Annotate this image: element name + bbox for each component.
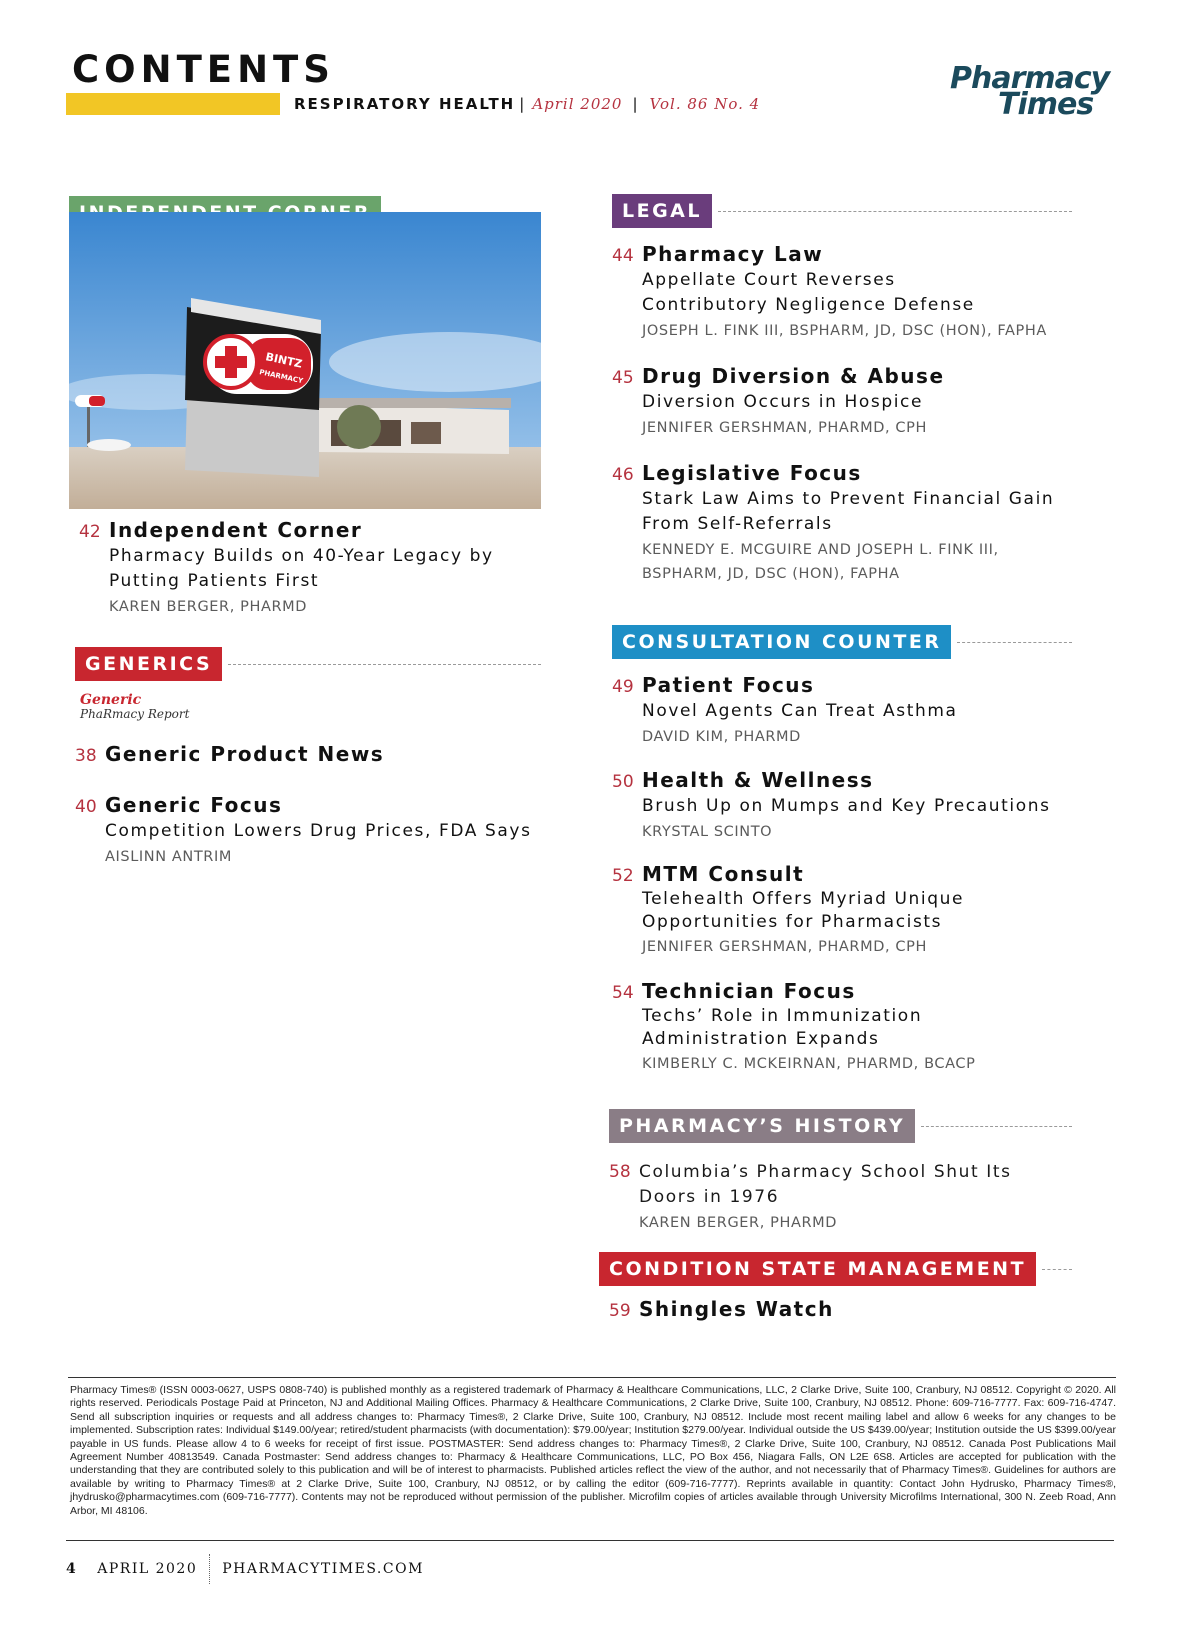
entry-author: JENNIFER GERSHMAN, PHARMD, CPH bbox=[642, 420, 927, 436]
toc-entry[interactable] bbox=[609, 1160, 1079, 1235]
pharmacy-sign-photo bbox=[69, 212, 541, 509]
entry-author: KRYSTAL SCINTO bbox=[642, 824, 773, 840]
entry-title: Independent Corner bbox=[109, 518, 363, 542]
page-number: 40 bbox=[75, 797, 97, 817]
page-number: 58 bbox=[609, 1162, 631, 1182]
section-label: CONDITION STATE MANAGEMENT bbox=[599, 1252, 1036, 1286]
dashed-rule bbox=[921, 1126, 1072, 1127]
toc-entry[interactable] bbox=[612, 979, 1082, 1076]
entry-author: DAVID KIM, PHARMD bbox=[642, 729, 801, 745]
toc-entry[interactable] bbox=[609, 1297, 1079, 1321]
issue-volume: Vol. 86 No. 4 bbox=[649, 95, 761, 113]
dashed-rule bbox=[228, 664, 541, 665]
issue-line bbox=[294, 95, 760, 113]
entry-title: Drug Diversion & Abuse bbox=[642, 364, 945, 388]
photo-sign-text: BINTZ bbox=[264, 350, 304, 371]
entry-title: Generic Focus bbox=[105, 793, 283, 817]
page-number: 52 bbox=[612, 866, 634, 886]
logo-word-times: Times bbox=[998, 87, 1094, 122]
entry-author: JENNIFER GERSHMAN, PHARMD, CPH bbox=[642, 939, 927, 955]
entry-author: KAREN BERGER, PHARMD bbox=[109, 599, 308, 615]
page-number: 49 bbox=[612, 677, 634, 697]
section-header-pharmacys-history bbox=[609, 1109, 1072, 1143]
toc-entry[interactable] bbox=[75, 742, 545, 766]
issue-separator: | bbox=[632, 95, 640, 113]
entry-author: JOSEPH L. FINK III, BSPHARM, JD, DSC (HON), FAPHA bbox=[642, 323, 1047, 339]
toc-entry[interactable] bbox=[612, 673, 1082, 749]
entry-subtitle: Brush Up on Mumps and Key Precautions bbox=[642, 796, 1051, 816]
page-number: 54 bbox=[612, 983, 634, 1003]
entry-subtitle: Telehealth Offers Myriad Unique Opportunities for Pharmacists bbox=[642, 889, 965, 932]
entry-subtitle: Columbia’s Pharmacy School Shut Its Doors in 1976 bbox=[639, 1162, 1012, 1207]
entry-title: Patient Focus bbox=[642, 673, 815, 697]
page-title: CONTENTS bbox=[72, 48, 335, 91]
toc-entry[interactable] bbox=[612, 364, 1082, 440]
entry-subtitle: Competition Lowers Drug Prices, FDA Says bbox=[105, 821, 532, 841]
dashed-rule bbox=[1042, 1269, 1072, 1270]
issue-topic: RESPIRATORY HEALTH bbox=[294, 95, 516, 113]
entry-title: Generic Product News bbox=[105, 742, 385, 766]
folio-page-number: 4 bbox=[66, 1561, 78, 1577]
toc-entry[interactable] bbox=[612, 242, 1082, 343]
folio-website[interactable]: PHARMACYTIMES.COM bbox=[222, 1561, 424, 1577]
entry-author: KIMBERLY C. MCKEIRNAN, PHARMD, BCACP bbox=[642, 1056, 976, 1072]
entry-title: Health & Wellness bbox=[642, 768, 874, 792]
page-number: 50 bbox=[612, 772, 634, 792]
issue-separator: | bbox=[519, 95, 527, 113]
toc-entry[interactable] bbox=[79, 518, 549, 619]
photo-sign-text: PHARMACY bbox=[258, 368, 304, 386]
page-number: 38 bbox=[75, 746, 97, 766]
entry-subtitle: Appellate Court Reverses Contributory Negligence Defense bbox=[642, 270, 975, 315]
section-label: GENERICS bbox=[75, 647, 222, 681]
folio-rule bbox=[66, 1540, 1114, 1541]
section-label: CONSULTATION COUNTER bbox=[612, 625, 951, 659]
page-number: 44 bbox=[612, 246, 634, 266]
entry-author: KENNEDY E. MCGUIRE AND JOSEPH L. FINK III, BSPHARM, JD, DSC (HON), FAPHA bbox=[642, 542, 999, 582]
entry-subtitle: Techs’ Role in Immunization Administration Expands bbox=[642, 1006, 923, 1049]
entry-title: Legislative Focus bbox=[642, 461, 862, 485]
folio-date: APRIL 2020 bbox=[97, 1561, 198, 1577]
entry-title: MTM Consult bbox=[642, 862, 805, 886]
generic-pharmacy-report-logo bbox=[80, 692, 220, 732]
folio-divider bbox=[209, 1554, 210, 1584]
page-number: 45 bbox=[612, 368, 634, 388]
publication-legal-notice: Pharmacy Times® (ISSN 0003-0627, USPS 0808-740) is published monthly as a registered trademark of Pharmacy & Healthcare Communications, LLC, 2 Clarke Drive, Suite 100, Cranbury, NJ 08512. Copyright © 2020. All rights reserved. Periodicals Postage Paid at Princeton, NJ and Additional Mailing Offices. Pharmacy & Healthcare Communications, 2 Clarke Drive, Suite 100, Cranbury, NJ 08512. Phone: 609-716-7777. Fax: 609-716-4747. Send all subscription inquiries or requests and all address changes to: Pharmacy Times®, 2 Clarke Drive, Suite 100, Cranbury, NJ 08512. Include most recent mailing label and allow 6 weeks for any changes to be implemented. Subscription rates: Individual $149.00/year; retired/student pharmacists (with documentation): $79.00/year; Institution $279.00/year. Individual outside the US $439.00/year; Institution outside the US $399.00/year payable in US funds. Please allow 4 to 6 weeks for receipt of first issue. POSTMASTER: Send address changes to: Pharmacy Times®, 2 Clarke Drive, Suite 100, Cranbury, NJ 08512. Canada Post Publications Mail Agreement Number 40813549. Canada Postmaster: Send address changes to: Pharmacy & Healthcare Communications, LLC, PO Box 456, Niagara Falls, ON L2E 6S8. Articles are accepted for publication with the understanding that they are contributed solely to this publication and will be of interest to pharmacists. Published articles reflect the view of the author, and not necessarily that of Pharmacy Times®. Guidelines for authors are available by writing to Pharmacy Times® at 2 Clarke Drive, Suite 100, Cranbury, NJ 08512, or by calling the editor (609-716-7777). Reprints available in quantity: Contact John Hydrusko, Pharmacy Times®, jhydrusko@pharmacytimes.com (609-716-7777). Contents may not be reproduced without permission of the publisher. Microfilm copies of articles available through University Microfilms International, 300 N. Zeeb Road, Ann Arbor, MI 48106. bbox=[70, 1384, 1116, 1517]
dashed-rule bbox=[957, 642, 1072, 643]
footer-rule bbox=[68, 1377, 1116, 1378]
dashed-rule bbox=[718, 211, 1072, 212]
entry-author: AISLINN ANTRIM bbox=[105, 849, 232, 865]
page-number: 59 bbox=[609, 1301, 631, 1321]
entry-title: Technician Focus bbox=[642, 979, 856, 1003]
issue-date: April 2020 bbox=[532, 95, 623, 113]
entry-title: Pharmacy Law bbox=[642, 242, 824, 266]
entry-title: Shingles Watch bbox=[639, 1297, 834, 1321]
title-underline-bar bbox=[66, 93, 280, 115]
logo-word-pharmacy: Pharmacy bbox=[950, 61, 1110, 96]
entry-subtitle: Diversion Occurs in Hospice bbox=[642, 392, 924, 412]
entry-subtitle: Stark Law Aims to Prevent Financial Gain From Self-Referrals bbox=[642, 489, 1055, 534]
page-number: 46 bbox=[612, 465, 634, 485]
section-header-consultation-counter bbox=[612, 625, 1072, 659]
toc-entry[interactable] bbox=[612, 768, 1082, 844]
section-label: PHARMACY’S HISTORY bbox=[609, 1109, 915, 1143]
entry-subtitle: Pharmacy Builds on 40-Year Legacy by Putting Patients First bbox=[109, 546, 494, 591]
section-header-condition-state-management bbox=[599, 1252, 1072, 1286]
folio bbox=[66, 1554, 424, 1584]
toc-entry[interactable] bbox=[612, 461, 1082, 586]
logo-word-report: PhaRmacy Report bbox=[80, 707, 190, 721]
entry-author: KAREN BERGER, PHARMD bbox=[639, 1215, 838, 1231]
logo-word-generic: Generic bbox=[80, 692, 142, 708]
entry-subtitle: Novel Agents Can Treat Asthma bbox=[642, 701, 958, 721]
section-header-generics bbox=[75, 647, 541, 681]
toc-entry[interactable] bbox=[612, 862, 1082, 959]
pharmacy-times-logo bbox=[946, 56, 1126, 126]
section-header-legal bbox=[612, 194, 1072, 228]
section-label: LEGAL bbox=[612, 194, 712, 228]
page-number: 42 bbox=[79, 522, 101, 542]
toc-entry[interactable] bbox=[75, 793, 545, 869]
